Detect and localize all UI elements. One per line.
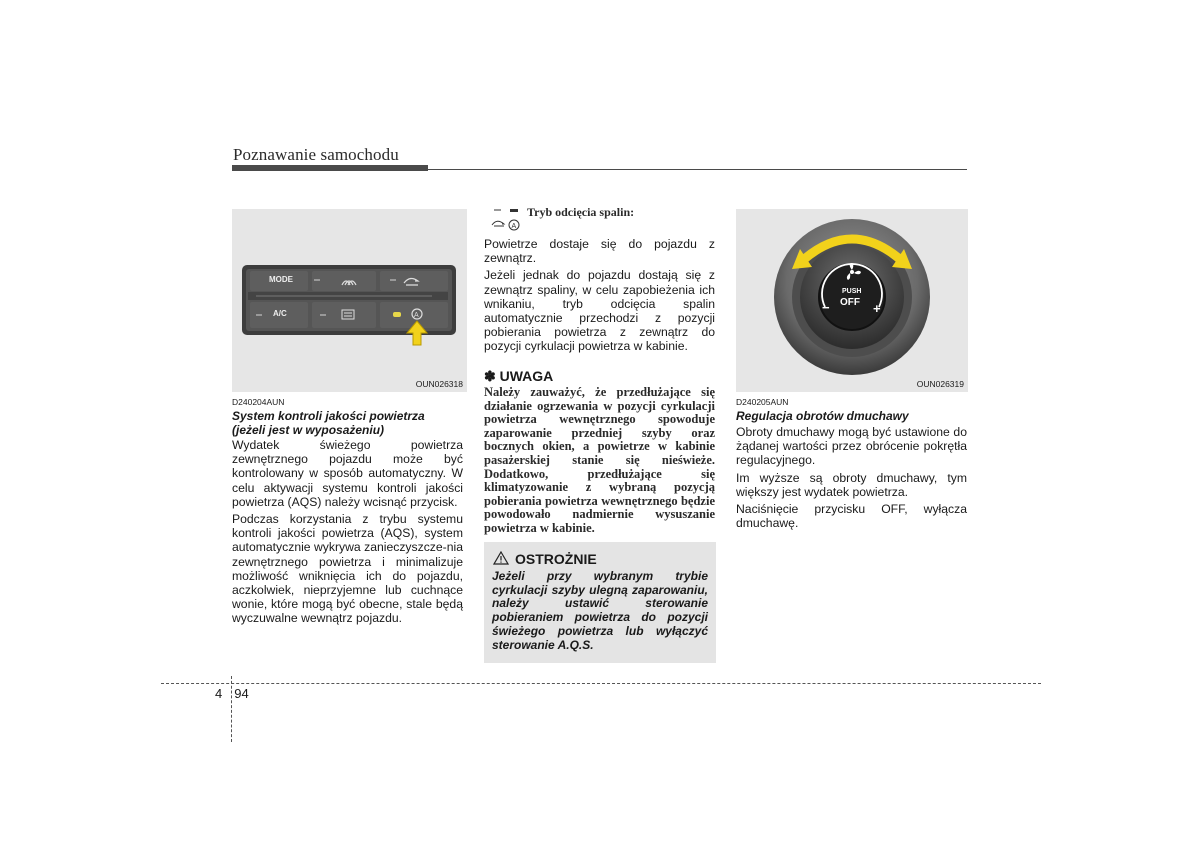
- climate-panel-figure: [232, 209, 467, 392]
- knob-off-label: OFF: [840, 297, 860, 308]
- caution-heading: OSTROŻNIE: [515, 551, 597, 567]
- right-body: [736, 425, 967, 533]
- ac-button-label: A/C: [273, 309, 287, 318]
- subheading-aqs-line1: System kontroli jakości powietrza: [232, 409, 425, 423]
- knob-push-label: PUSH: [842, 288, 862, 295]
- footer-dashed-line: [161, 683, 1041, 684]
- figure-code-right: OUN026319: [916, 379, 964, 389]
- subheading-aqs-line2: (jeżeli jest w wyposażeniu): [232, 423, 385, 437]
- paragraph: Powietrze dostaje się do pojazdu z zewnątrz.: [484, 237, 715, 266]
- exhaust-cutoff-icons: [490, 206, 526, 237]
- paragraph: Jeżeli jednak do pojazdu dostają się z zewnątrz spaliny, w celu zapobieżenia ich wnikaniu, tryb odcięcia spalin automatycznie przechodzi z pozycji pobierania powietrza z zewnątrz do pozycji cyrkulacji powietrza w kabinie.: [484, 268, 715, 354]
- mode-heading: Tryb odcięcia spalin:: [527, 205, 635, 219]
- left-body: [232, 438, 463, 629]
- paragraph: Naciśnięcie przycisku OFF, wyłącza dmuchawę.: [736, 502, 967, 531]
- climate-panel-illustration: [232, 209, 467, 392]
- chapter-number: 4: [215, 686, 223, 701]
- knob-minus-label: −: [822, 300, 830, 315]
- middle-body: [484, 237, 715, 357]
- header-rule-thin: [428, 169, 967, 170]
- warning-triangle-icon: [493, 551, 509, 565]
- header-rule-thick: [232, 165, 428, 171]
- blower-knob-figure: [736, 209, 968, 392]
- mode-button-label: MODE: [269, 275, 293, 284]
- note-heading: ✽ UWAGA: [484, 368, 554, 384]
- svg-text:A: A: [511, 223, 517, 230]
- page-number-value: 94: [234, 686, 249, 701]
- blower-knob-illustration: [736, 209, 968, 392]
- caution-text: Jeżeli przy wybranym trybie cyrkulacji szyby ulegną zaparowaniu, należy ustawić sterowanie pobieraniem powietrza do pozycji świeżego powietrza lub wyłączyć sterowanie A.Q.S.: [492, 569, 708, 652]
- figure-code-left: OUN026318: [415, 379, 463, 389]
- note-text: Należy zauważyć, że przedłużające się działanie ogrzewania w pozycji cyrkulacji powietrza wewnętrznego spowoduje zaparowanie przedniej szyby oraz bocznych okien, a powietrze w kabinie pasażerskiej stanie się nieświeże. Dodatkowo, przedłużające się klimatyzowanie z wybraną pozycją pobierania powietrza wewnętrznego będzie powodowało nadmiernie wysuszanie powietrza w kabinie.: [484, 385, 715, 535]
- page-title: Poznawanie samochodu: [233, 145, 399, 164]
- subheading-aqs: [232, 409, 467, 437]
- ref-code-right: D240205AUN: [736, 397, 789, 407]
- subheading-blower: Regulacja obrotów dmuchawy: [736, 409, 909, 423]
- caution-box: [484, 542, 716, 663]
- page-number: [215, 686, 249, 701]
- recirc-aqs-icon: [490, 206, 526, 232]
- knob-plus-label: +: [873, 301, 881, 316]
- ref-code-left: D240204AUN: [232, 397, 285, 407]
- svg-text:A: A: [414, 312, 419, 319]
- paragraph: Obroty dmuchawy mogą być ustawione do żądanej wartości przez obrócenie pokrętła regulacyjnego.: [736, 425, 967, 468]
- paragraph: Im wyższe są obroty dmuchawy, tym większy jest wydatek powietrza.: [736, 470, 967, 499]
- paragraph: Podczas korzystania z trybu systemu kontroli jakości powietrza (AQS), system automatycznie wykrywa zanieczyszcze-nia zewnętrznego powietrza i minimalizuje możliwość wniknięcia ich do pojazdu, aczkolwiek, nieprzyjemne lub cuchnące wonie, które mogą być obecne, stale będą wyczuwalne wewnątrz pojazdu.: [232, 512, 463, 626]
- paragraph: Wydatek świeżego powietrza zewnętrznego pojazdu może być kontrolowany w sposób automatyczny. W celu aktywacji systemu kontroli jakości powietrza (AQS) należy wcisnąć przycisk.: [232, 438, 463, 509]
